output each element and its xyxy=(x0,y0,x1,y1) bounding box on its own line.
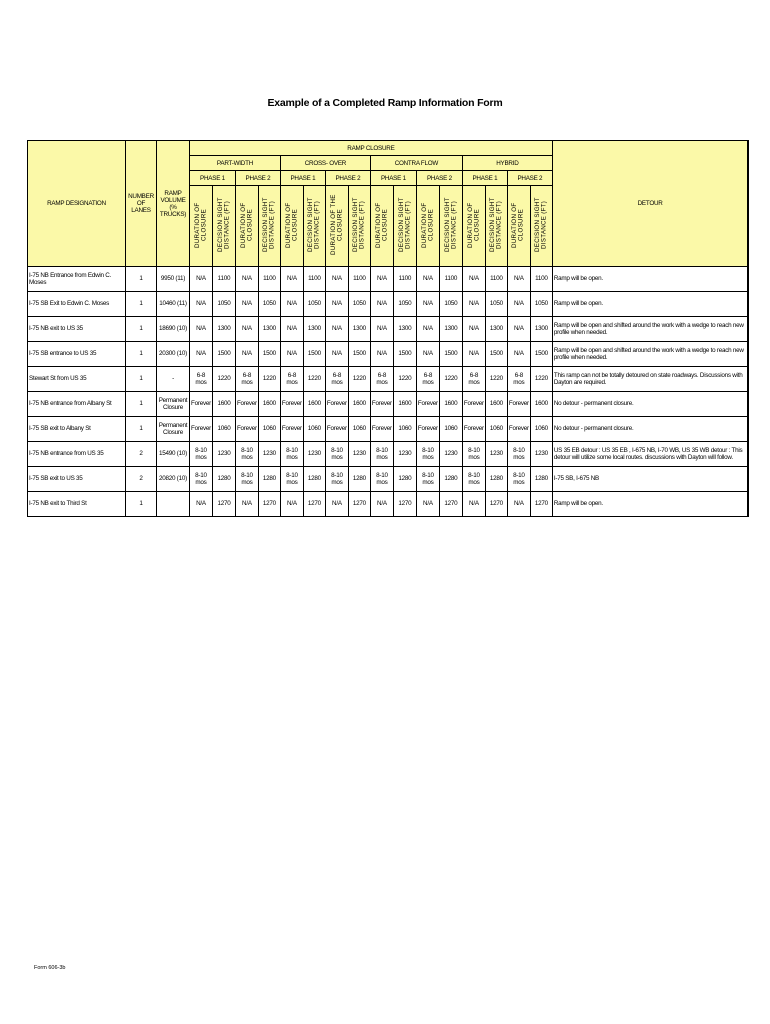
duration-cell: N/A xyxy=(235,292,258,317)
duration-cell: N/A xyxy=(416,342,439,367)
duration-cell: Forever xyxy=(190,417,213,442)
duration-cell: N/A xyxy=(507,292,530,317)
sight-distance-cell: 1600 xyxy=(485,392,507,417)
phase-2-header: PHASE 2 xyxy=(325,171,370,186)
sight-distance-cell: 1600 xyxy=(348,392,370,417)
sight-distance-cell: 1270 xyxy=(439,492,462,517)
sight-distance-cell: 1270 xyxy=(530,492,552,517)
sight-distance-header: DECISION SIGHT DISTANCE (FT) xyxy=(348,186,370,267)
table-row xyxy=(28,367,749,392)
sight-distance-cell: 1300 xyxy=(530,317,552,342)
ramp-designation-cell: I-75 NB exit to Third St xyxy=(28,492,126,517)
number-of-lanes-cell: 1 xyxy=(126,292,157,317)
table-row xyxy=(28,267,749,292)
ramp-designation-cell: I-75 SB exit to US 35 xyxy=(28,467,126,492)
duration-cell: 8-10 mos xyxy=(280,442,303,467)
phase-1-header: PHASE 1 xyxy=(462,171,507,186)
ramp-volume-cell: - xyxy=(157,367,190,392)
ramp-volume-header: RAMP VOLUME (% TRUCKS) xyxy=(157,141,190,267)
duration-cell: N/A xyxy=(280,292,303,317)
sight-distance-cell: 1050 xyxy=(439,292,462,317)
ramp-volume-cell: 9950 (11) xyxy=(157,267,190,292)
duration-cell: 8-10 mos xyxy=(190,467,213,492)
sight-distance-cell: 1220 xyxy=(303,367,325,392)
detour-cell: US 35 EB detour : US 35 EB , I-675 NB, I-70 WB, US 35 WB detour : This detour will utilize some local routes. discussions with Dayton will follow. xyxy=(552,442,748,467)
duration-cell: N/A xyxy=(462,292,485,317)
duration-cell: N/A xyxy=(190,492,213,517)
duration-cell: 8-10 mos xyxy=(235,442,258,467)
phase-1-header: PHASE 1 xyxy=(190,171,236,186)
duration-cell: 8-10 mos xyxy=(235,467,258,492)
table-row xyxy=(28,292,749,317)
ramp-volume-cell: 20300 (10) xyxy=(157,342,190,367)
sight-distance-cell: 1280 xyxy=(393,467,416,492)
duration-cell: Forever xyxy=(325,417,348,442)
duration-header: DURATION OF CLOSURE xyxy=(235,186,258,267)
sight-distance-cell: 1300 xyxy=(212,317,235,342)
duration-cell: 8-10 mos xyxy=(416,442,439,467)
duration-cell: 8-10 mos xyxy=(507,442,530,467)
duration-cell: N/A xyxy=(190,342,213,367)
sight-distance-cell: 1100 xyxy=(393,267,416,292)
sight-distance-cell: 1220 xyxy=(348,367,370,392)
sight-distance-cell: 1270 xyxy=(212,492,235,517)
sight-distance-cell: 1300 xyxy=(393,317,416,342)
sight-distance-cell: 1280 xyxy=(348,467,370,492)
duration-cell: 8-10 mos xyxy=(325,442,348,467)
sight-distance-cell: 1050 xyxy=(485,292,507,317)
duration-cell: 6-8 mos xyxy=(280,367,303,392)
sight-distance-cell: 1280 xyxy=(485,467,507,492)
sight-distance-cell: 1300 xyxy=(348,317,370,342)
number-of-lanes-header: NUMBER OF LANES xyxy=(126,141,157,267)
sight-distance-cell: 1500 xyxy=(303,342,325,367)
duration-cell: Forever xyxy=(235,417,258,442)
ramp-volume-cell: Permanent Closure xyxy=(157,417,190,442)
duration-cell: N/A xyxy=(235,317,258,342)
duration-header: DURATION OF CLOSURE xyxy=(416,186,439,267)
duration-cell: Forever xyxy=(190,392,213,417)
sight-distance-cell: 1100 xyxy=(258,267,280,292)
sight-distance-cell: 1280 xyxy=(530,467,552,492)
table-row xyxy=(28,342,749,367)
ramp-designation-cell: I-75 NB Entrance from Edwin C. Moses xyxy=(28,267,126,292)
duration-cell: N/A xyxy=(190,267,213,292)
number-of-lanes-cell: 2 xyxy=(126,442,157,467)
sight-distance-header: DECISION SIGHT DISTANCE (FT) xyxy=(303,186,325,267)
ramp-designation-cell: Stewart St from US 35 xyxy=(28,367,126,392)
ramp-designation-cell: I-75 SB Exit to Edwin C. Moses xyxy=(28,292,126,317)
duration-cell: N/A xyxy=(280,317,303,342)
duration-cell: N/A xyxy=(462,492,485,517)
sight-distance-cell: 1500 xyxy=(212,342,235,367)
detour-cell: Ramp will be open. xyxy=(552,292,748,317)
sight-distance-header: DECISION SIGHT DISTANCE (FT) xyxy=(212,186,235,267)
sight-distance-cell: 1500 xyxy=(530,342,552,367)
contra-flow-header: CONTRA FLOW xyxy=(370,156,462,171)
sight-distance-cell: 1600 xyxy=(258,392,280,417)
duration-cell: N/A xyxy=(507,342,530,367)
duration-cell: N/A xyxy=(235,492,258,517)
duration-cell: 6-8 mos xyxy=(325,367,348,392)
duration-cell: 8-10 mos xyxy=(325,467,348,492)
sight-distance-cell: 1230 xyxy=(439,442,462,467)
ramp-designation-cell: I-75 NB entrance from Albany St xyxy=(28,392,126,417)
detour-cell: No detour - permanent closure. xyxy=(552,417,748,442)
sight-distance-header: DECISION SIGHT DISTANCE (FT) xyxy=(258,186,280,267)
duration-cell: N/A xyxy=(416,317,439,342)
duration-cell: N/A xyxy=(370,342,393,367)
sight-distance-cell: 1270 xyxy=(348,492,370,517)
ramp-information-table xyxy=(27,140,749,517)
sight-distance-cell: 1050 xyxy=(258,292,280,317)
duration-cell: Forever xyxy=(507,417,530,442)
duration-cell: N/A xyxy=(416,492,439,517)
sight-distance-cell: 1280 xyxy=(258,467,280,492)
duration-cell: Forever xyxy=(235,392,258,417)
ramp-volume-cell: 20820 (10) xyxy=(157,467,190,492)
sight-distance-cell: 1270 xyxy=(393,492,416,517)
duration-cell: N/A xyxy=(280,342,303,367)
sight-distance-cell: 1060 xyxy=(393,417,416,442)
sight-distance-cell: 1050 xyxy=(212,292,235,317)
detour-cell: No detour - permanent closure. xyxy=(552,392,748,417)
sight-distance-cell: 1100 xyxy=(212,267,235,292)
sight-distance-cell: 1230 xyxy=(530,442,552,467)
number-of-lanes-cell: 1 xyxy=(126,367,157,392)
hybrid-header: HYBRID xyxy=(462,156,552,171)
sight-distance-cell: 1230 xyxy=(258,442,280,467)
sight-distance-cell: 1230 xyxy=(393,442,416,467)
sight-distance-cell: 1600 xyxy=(439,392,462,417)
duration-cell: Forever xyxy=(280,392,303,417)
sight-distance-cell: 1300 xyxy=(439,317,462,342)
ramp-designation-cell: I-75 SB exit to Albany St xyxy=(28,417,126,442)
detour-cell: Ramp will be open. xyxy=(552,492,748,517)
sight-distance-cell: 1220 xyxy=(393,367,416,392)
duration-header: DURATION OF CLOSURE xyxy=(190,186,213,267)
sight-distance-cell: 1270 xyxy=(303,492,325,517)
duration-cell: N/A xyxy=(507,267,530,292)
phase-2-header: PHASE 2 xyxy=(416,171,462,186)
duration-header: DURATION OF CLOSURE xyxy=(462,186,485,267)
sight-distance-cell: 1230 xyxy=(303,442,325,467)
duration-cell: N/A xyxy=(280,492,303,517)
duration-header: DURATION OF CLOSURE xyxy=(280,186,303,267)
sight-distance-cell: 1230 xyxy=(348,442,370,467)
duration-cell: N/A xyxy=(462,317,485,342)
duration-cell: Forever xyxy=(462,392,485,417)
sight-distance-cell: 1220 xyxy=(485,367,507,392)
detour-cell: Ramp will be open and shifted around the work with a wedge to reach new profile when needed. xyxy=(552,317,748,342)
duration-cell: Forever xyxy=(280,417,303,442)
form-title: Example of a Completed Ramp Information Form xyxy=(267,97,503,109)
duration-cell: N/A xyxy=(325,342,348,367)
number-of-lanes-cell: 1 xyxy=(126,267,157,292)
duration-cell: N/A xyxy=(235,342,258,367)
duration-cell: N/A xyxy=(370,317,393,342)
sight-distance-cell: 1300 xyxy=(485,317,507,342)
phase-1-header: PHASE 1 xyxy=(370,171,416,186)
duration-cell: 8-10 mos xyxy=(416,467,439,492)
sight-distance-header: DECISION SIGHT DISTANCE (FT) xyxy=(530,186,552,267)
duration-cell: 6-8 mos xyxy=(190,367,213,392)
sight-distance-cell: 1280 xyxy=(212,467,235,492)
ramp-designation-cell: I-75 NB entrance from US 35 xyxy=(28,442,126,467)
sight-distance-cell: 1050 xyxy=(530,292,552,317)
sight-distance-cell: 1220 xyxy=(212,367,235,392)
sight-distance-cell: 1500 xyxy=(439,342,462,367)
sight-distance-cell: 1060 xyxy=(439,417,462,442)
duration-cell: N/A xyxy=(325,267,348,292)
duration-cell: N/A xyxy=(370,492,393,517)
ramp-volume-cell: Permanent Closure xyxy=(157,392,190,417)
sight-distance-cell: 1220 xyxy=(530,367,552,392)
duration-cell: N/A xyxy=(416,292,439,317)
duration-cell: N/A xyxy=(507,492,530,517)
sight-distance-cell: 1270 xyxy=(258,492,280,517)
duration-cell: N/A xyxy=(370,292,393,317)
ramp-volume-cell: 10460 (11) xyxy=(157,292,190,317)
sight-distance-cell: 1060 xyxy=(485,417,507,442)
duration-cell: Forever xyxy=(507,392,530,417)
number-of-lanes-cell: 1 xyxy=(126,317,157,342)
sight-distance-cell: 1060 xyxy=(258,417,280,442)
duration-cell: N/A xyxy=(280,267,303,292)
table-row xyxy=(28,417,749,442)
sight-distance-cell: 1100 xyxy=(439,267,462,292)
duration-cell: 6-8 mos xyxy=(370,367,393,392)
duration-cell: 8-10 mos xyxy=(280,467,303,492)
sight-distance-cell: 1050 xyxy=(303,292,325,317)
number-of-lanes-cell: 2 xyxy=(126,467,157,492)
part-width-header: PART-WIDTH xyxy=(190,156,281,171)
sight-distance-cell: 1300 xyxy=(303,317,325,342)
sight-distance-header: DECISION SIGHT DISTANCE (FT) xyxy=(439,186,462,267)
form-number: Form 606-3b xyxy=(34,965,66,971)
detour-cell: Ramp will be open. xyxy=(552,267,748,292)
sight-distance-cell: 1220 xyxy=(439,367,462,392)
ramp-designation-cell: I-75 SB entrance to US 35 xyxy=(28,342,126,367)
sight-distance-header: DECISION SIGHT DISTANCE (FT) xyxy=(393,186,416,267)
duration-header: DURATION OF THE CLOSURE xyxy=(325,186,348,267)
duration-cell: 6-8 mos xyxy=(235,367,258,392)
duration-cell: N/A xyxy=(507,317,530,342)
duration-header: DURATION OF CLOSURE xyxy=(507,186,530,267)
ramp-closure-header: RAMP CLOSURE xyxy=(190,141,553,156)
ramp-volume-cell: 15490 (10) xyxy=(157,442,190,467)
number-of-lanes-cell: 1 xyxy=(126,417,157,442)
sight-distance-cell: 1270 xyxy=(485,492,507,517)
sight-distance-cell: 1100 xyxy=(530,267,552,292)
sight-distance-cell: 1100 xyxy=(303,267,325,292)
duration-cell: 6-8 mos xyxy=(462,367,485,392)
duration-cell: Forever xyxy=(370,417,393,442)
table-row xyxy=(28,442,749,467)
duration-cell: Forever xyxy=(325,392,348,417)
duration-cell: 8-10 mos xyxy=(462,442,485,467)
duration-cell: N/A xyxy=(190,292,213,317)
duration-cell: Forever xyxy=(462,417,485,442)
sight-distance-cell: 1060 xyxy=(348,417,370,442)
phase-2-header: PHASE 2 xyxy=(507,171,552,186)
duration-cell: 6-8 mos xyxy=(416,367,439,392)
duration-cell: N/A xyxy=(235,267,258,292)
duration-cell: 8-10 mos xyxy=(190,442,213,467)
duration-cell: 8-10 mos xyxy=(370,442,393,467)
duration-cell: N/A xyxy=(190,317,213,342)
phase-1-header: PHASE 1 xyxy=(280,171,325,186)
ramp-designation-header: RAMP DESIGNATION xyxy=(28,141,126,267)
sight-distance-cell: 1500 xyxy=(393,342,416,367)
sight-distance-cell: 1600 xyxy=(393,392,416,417)
duration-cell: N/A xyxy=(325,292,348,317)
sight-distance-cell: 1050 xyxy=(393,292,416,317)
duration-cell: 8-10 mos xyxy=(370,467,393,492)
duration-cell: 6-8 mos xyxy=(507,367,530,392)
sight-distance-cell: 1600 xyxy=(303,392,325,417)
detour-cell: This ramp can not be totally detoured on state roadways. Discussions with Dayton are required. xyxy=(552,367,748,392)
detour-header: DETOUR xyxy=(552,141,748,267)
sight-distance-cell: 1500 xyxy=(348,342,370,367)
sight-distance-cell: 1100 xyxy=(485,267,507,292)
ramp-volume-cell xyxy=(157,492,190,517)
duration-cell: N/A xyxy=(325,492,348,517)
sight-distance-header: DECISION SIGHT DISTANCE (FT) xyxy=(485,186,507,267)
number-of-lanes-cell: 1 xyxy=(126,342,157,367)
sight-distance-cell: 1060 xyxy=(212,417,235,442)
duration-cell: Forever xyxy=(370,392,393,417)
sight-distance-cell: 1230 xyxy=(485,442,507,467)
duration-cell: N/A xyxy=(462,342,485,367)
cross-over-header: CROSS- OVER xyxy=(280,156,370,171)
sight-distance-cell: 1600 xyxy=(530,392,552,417)
duration-cell: N/A xyxy=(462,267,485,292)
duration-cell: N/A xyxy=(370,267,393,292)
phase-2-header: PHASE 2 xyxy=(235,171,280,186)
duration-cell: Forever xyxy=(416,417,439,442)
sight-distance-cell: 1300 xyxy=(258,317,280,342)
duration-cell: Forever xyxy=(416,392,439,417)
duration-cell: N/A xyxy=(416,267,439,292)
table-row xyxy=(28,317,749,342)
duration-cell: 8-10 mos xyxy=(462,467,485,492)
sight-distance-cell: 1220 xyxy=(258,367,280,392)
sight-distance-cell: 1060 xyxy=(303,417,325,442)
table-row xyxy=(28,467,749,492)
sight-distance-cell: 1060 xyxy=(530,417,552,442)
ramp-volume-cell: 18690 (10) xyxy=(157,317,190,342)
table-body xyxy=(28,267,749,517)
table-row xyxy=(28,492,749,517)
ramp-designation-cell: I-75 NB exit to US 35 xyxy=(28,317,126,342)
number-of-lanes-cell: 1 xyxy=(126,492,157,517)
sight-distance-cell: 1280 xyxy=(303,467,325,492)
duration-header: DURATION OF CLOSURE xyxy=(370,186,393,267)
sight-distance-cell: 1500 xyxy=(258,342,280,367)
duration-cell: 8-10 mos xyxy=(507,467,530,492)
number-of-lanes-cell: 1 xyxy=(126,392,157,417)
detour-cell: I-75 SB, I-675 NB xyxy=(552,467,748,492)
duration-cell: N/A xyxy=(325,317,348,342)
sight-distance-cell: 1100 xyxy=(348,267,370,292)
detour-cell: Ramp will be open and shifted around the work with a wedge to reach new profile when needed. xyxy=(552,342,748,367)
sight-distance-cell: 1280 xyxy=(439,467,462,492)
table-row xyxy=(28,392,749,417)
sight-distance-cell: 1230 xyxy=(212,442,235,467)
sight-distance-cell: 1500 xyxy=(485,342,507,367)
sight-distance-cell: 1600 xyxy=(212,392,235,417)
sight-distance-cell: 1050 xyxy=(348,292,370,317)
